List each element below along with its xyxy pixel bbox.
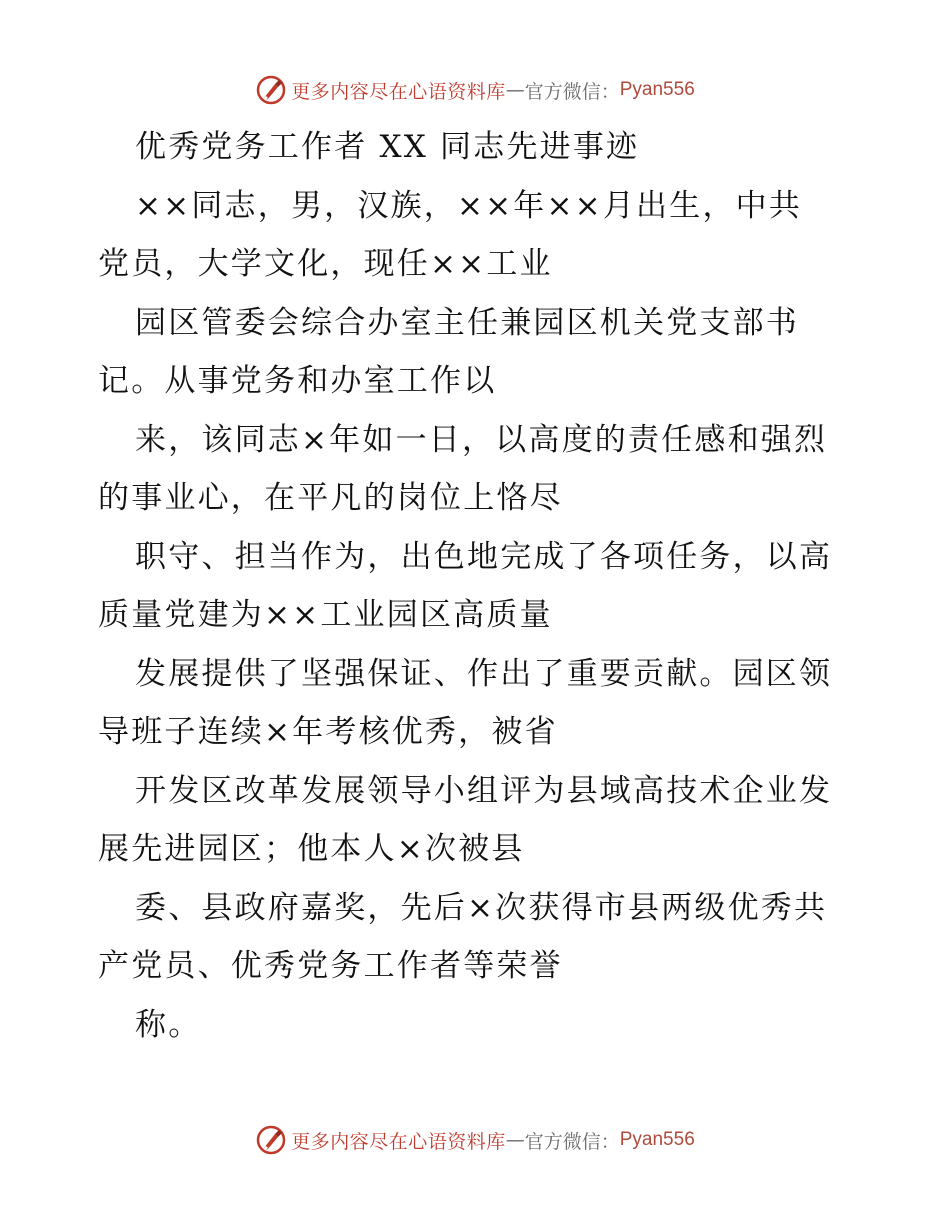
document-line: 展先进园区；他本人×次被县	[98, 831, 525, 867]
document-line: ××同志，男，汉族，××年××月出生，中共	[135, 187, 803, 224]
pen-logo-icon	[255, 74, 287, 106]
document-line: 委、县政府嘉奖，先后×次获得市县两级优秀共	[135, 889, 828, 926]
header-watermark	[0, 70, 950, 110]
watermark-official: 官方微信：	[524, 80, 620, 103]
document-line: 记。从事党务和办室工作以	[98, 363, 497, 399]
watermark-brand: 更多内容尽在心语资料库	[291, 80, 506, 103]
watermark-dash: —	[505, 1129, 525, 1151]
watermark-wechat-id: Pyan556	[619, 79, 695, 100]
document-line: 称。	[135, 1006, 202, 1043]
pen-logo-icon	[255, 1124, 287, 1156]
document-line: 质量党建为××工业园区高质量	[98, 597, 553, 633]
watermark-official: 官方微信：	[524, 1130, 620, 1153]
document-line: 发展提供了坚强保证、作出了重要贡献。园区领	[135, 655, 833, 692]
document-line: 园区管委会综合办室主任兼园区机关党支部书	[135, 304, 799, 341]
document-line: 职守、担当作为，出色地完成了各项任务，以高	[135, 538, 833, 575]
document-body	[98, 118, 858, 1054]
watermark-brand: 更多内容尽在心语资料库	[291, 1130, 506, 1153]
document-line: 开发区改革发展领导小组评为县域高技术企业发	[135, 772, 833, 809]
document-line: 导班子连续×年考核优秀，被省	[98, 714, 558, 750]
watermark-dash: —	[505, 79, 525, 101]
watermark-wechat-id: Pyan556	[619, 1129, 695, 1150]
document-line: 优秀党务工作者 XX 同志先进事迹	[135, 129, 640, 165]
document-line: 的事业心，在平凡的岗位上恪尽	[98, 480, 563, 516]
document-line: 来，该同志×年如一日，以高度的责任感和强烈	[135, 421, 828, 458]
footer-watermark	[0, 1120, 950, 1160]
document-line: 产党员、优秀党务工作者等荣誉	[98, 948, 563, 984]
document-line: 党员，大学文化，现任××工业	[98, 246, 553, 282]
